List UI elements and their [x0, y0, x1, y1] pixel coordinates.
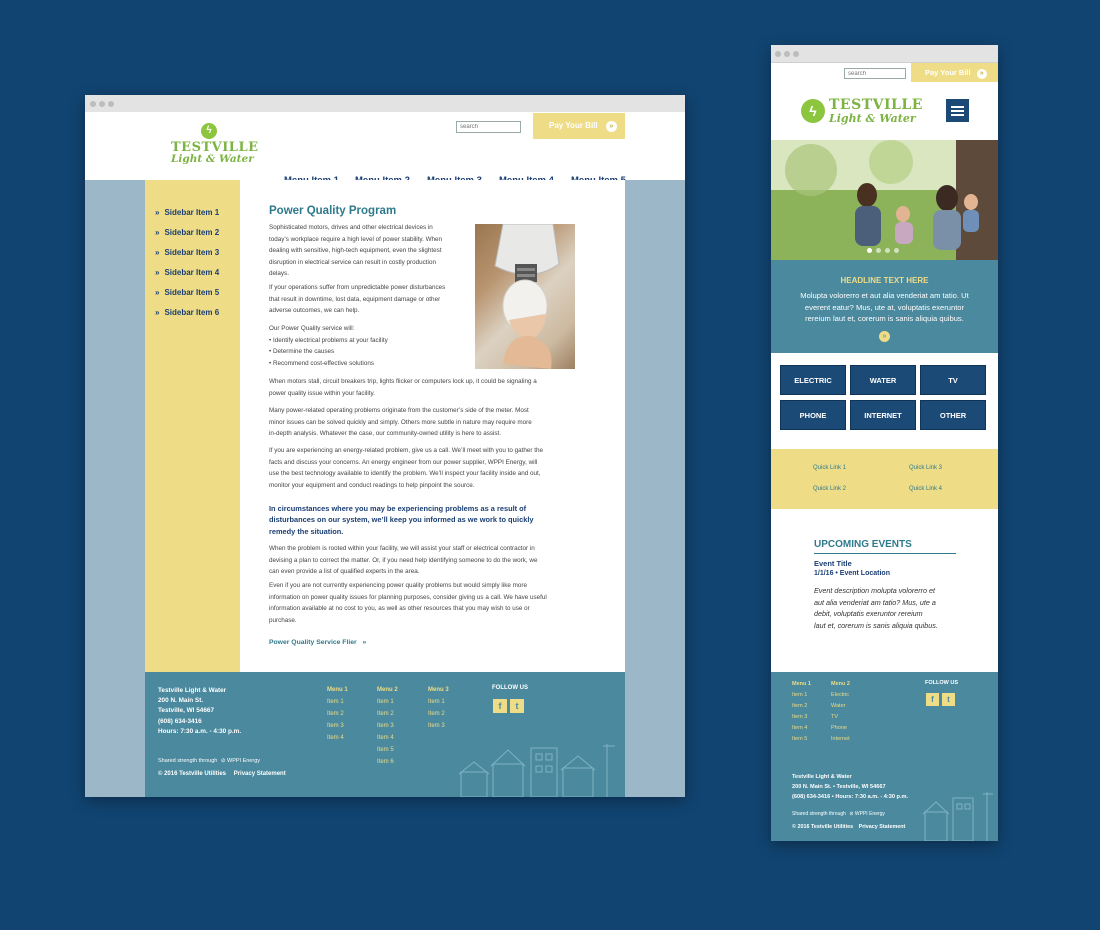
text-line: Testville, WI 54667	[158, 707, 215, 715]
footer-menu-item[interactable]: Item 3	[377, 723, 394, 729]
sidebar-item-label: Sidebar Item 6	[164, 308, 220, 317]
quick-link-4[interactable]: Quick Link 4	[909, 486, 943, 492]
footer-menu-1-title[interactable]: Menu 1	[792, 681, 811, 687]
tile-tv[interactable]: TV	[920, 365, 986, 395]
double-chevron-right-icon: »	[362, 639, 367, 646]
text-line: in-depth analysis. Whatever the case, our community-owned utility is here to assist.	[269, 430, 502, 438]
page-body	[85, 180, 685, 672]
sidebar-item-5[interactable]	[155, 288, 219, 297]
mobile-footer	[771, 672, 998, 841]
footer-menu-item[interactable]: Item 2	[327, 711, 344, 717]
wppi-brand: WPPI Energy	[854, 811, 885, 817]
text-line: 200 N. Main St. • Testville, WI 54667	[792, 784, 886, 790]
footer-menu-item[interactable]: TV	[831, 714, 839, 720]
text-line: that result in downtime, lost data, equipment damage or other	[269, 295, 441, 303]
footer-menu-item[interactable]: Item 2	[792, 703, 808, 709]
lightbulb-illustration	[475, 224, 575, 369]
event-description	[814, 585, 938, 631]
footer-address	[792, 772, 908, 802]
upcoming-events-title: UPCOMING EVENTS	[814, 539, 912, 550]
text-line: Molupta volorerro et aut alia venderiat am tatio. Ut	[800, 291, 969, 300]
desktop-mockup	[85, 95, 685, 797]
footer-menu-item[interactable]: Water	[831, 703, 846, 709]
headline-body	[771, 290, 998, 325]
window-dot	[90, 101, 96, 107]
text-line: minor issues can be solved quickly and simply. Others more subtle in nature may require more	[269, 418, 532, 426]
town-skyline-illustration	[921, 782, 998, 841]
footer-margin	[85, 672, 145, 797]
text-line: When the problem is rooted within your facility, we will assist your staff or electrical contractor in	[269, 545, 535, 552]
quick-link-2[interactable]: Quick Link 2	[813, 486, 847, 492]
wppi-brand: WPPI Energy	[227, 758, 261, 764]
shared-strength	[792, 809, 885, 819]
logo-line1[interactable]: TESTVILLE	[829, 97, 923, 113]
text-line: dealing with sensitive, high-tech equipment, even the slightest	[269, 247, 442, 255]
pay-bill-button[interactable]	[533, 113, 625, 139]
footer-menu-item[interactable]: Phone	[831, 725, 847, 731]
text-line: rereium laut et, corerum is sanis aliquia quibus.	[805, 314, 964, 323]
logo-line2[interactable]: Light & Water	[829, 112, 916, 125]
double-chevron-right-icon: »	[606, 121, 617, 132]
footer-menu-1-title[interactable]: Menu 1	[327, 687, 348, 693]
footer-menu-item[interactable]: Item 6	[377, 759, 394, 765]
footer-legal	[792, 822, 905, 832]
logo-line2[interactable]: Light & Water	[171, 153, 254, 165]
text-line: When motors stall, circuit breakers trip, lights flicker or computers lock up, it could be signaling a	[269, 378, 537, 385]
footer-menu-item[interactable]: Item 4	[377, 735, 394, 741]
text-line: Event description molupta volorerro et	[814, 586, 936, 595]
paragraph	[269, 543, 537, 578]
quick-link-1[interactable]: Quick Link 1	[813, 465, 847, 471]
callout-text	[269, 503, 569, 537]
follow-us-label: FOLLOW US	[925, 680, 958, 686]
sidebar-item-label: Sidebar Item 2	[164, 228, 220, 237]
sidebar-item-label: Sidebar Item 4	[164, 268, 220, 277]
text-line: disruption in electrical service can result in costly production	[269, 258, 436, 266]
text-line: debit, voluptatis exeruntor rereium	[814, 609, 923, 619]
text-line: purchase.	[269, 616, 297, 624]
text-line: If your operations suffer from unpredictable power disturbances	[269, 284, 446, 291]
text-line: information on power quality issues for planning purposes, consider giving us a call. We have useful	[269, 593, 547, 601]
footer-menu-item[interactable]: Item 1	[792, 692, 808, 698]
sidebar-item-label: Sidebar Item 3	[164, 248, 220, 257]
sidebar-item-3[interactable]	[155, 248, 219, 257]
double-chevron-right-icon: »	[155, 208, 160, 217]
text-line: monitor your equipment and conduct readings to help pinpoint the source.	[269, 481, 475, 489]
double-chevron-right-icon[interactable]: »	[879, 331, 890, 342]
footer-menu-item[interactable]: Item 5	[377, 747, 394, 753]
footer-menu-item[interactable]: Item 1	[327, 699, 344, 705]
footer-address	[158, 686, 241, 737]
shared-label: Shared strength through	[792, 811, 846, 817]
service-list	[269, 323, 388, 369]
headline-section	[771, 260, 998, 353]
hero-family-photo	[771, 140, 998, 260]
text-line: Hours: 7:30 a.m. - 4:30 p.m.	[158, 727, 242, 735]
text-line: remedy the situation.	[269, 526, 344, 536]
list-item: • Identify electrical problems at your facility	[269, 336, 388, 344]
text-line: aut alia venderiat am tatio? Mus, ute a	[814, 597, 936, 607]
follow-us-label: FOLLOW US	[492, 685, 528, 691]
browser-chrome	[771, 45, 998, 63]
double-chevron-right-icon: »	[977, 69, 987, 79]
hamburger-menu-icon[interactable]	[946, 99, 969, 122]
footer-menu-2-title[interactable]: Menu 2	[377, 687, 398, 693]
window-dot	[775, 51, 781, 57]
text-line: power quality issue within your facility.	[269, 389, 375, 397]
family-illustration	[771, 140, 998, 260]
footer-menu-item[interactable]: Item 3	[428, 723, 445, 729]
double-chevron-right-icon: »	[155, 268, 160, 277]
sidebar-item-4[interactable]	[155, 268, 219, 277]
copyright: © 2016 Testville Utilities	[792, 824, 854, 830]
site-header	[85, 112, 685, 180]
facebook-icon[interactable]: f	[493, 699, 507, 713]
text-line: use the best technology available to identify the problem. We’ll inspect your facility inside and out,	[269, 470, 541, 478]
logo-line1[interactable]: TESTVILLE	[171, 140, 259, 155]
tile-internet[interactable]: INTERNET	[850, 400, 916, 430]
text-line: Many power-related operating problems originate from the customer’s side of the meter. Most	[269, 407, 529, 414]
tile-electric[interactable]: ELECTRIC	[780, 365, 846, 395]
sidebar-item-label: Sidebar Item 1	[164, 208, 220, 217]
sidebar-item-6[interactable]	[155, 308, 219, 317]
tile-water[interactable]: WATER	[850, 365, 916, 395]
privacy-link[interactable]: Privacy Statement	[233, 771, 286, 777]
copyright: © 2016 Testville Utilities	[158, 771, 227, 777]
text-line: Our Power Quality service will:	[269, 325, 355, 332]
footer-menu-item[interactable]: Item 4	[792, 725, 808, 731]
divider	[814, 553, 956, 554]
main-content	[240, 180, 625, 672]
footer-menu-item[interactable]: Item 3	[792, 714, 808, 720]
pay-bill-label: Pay Your Bill	[549, 121, 598, 130]
text-line: adverse outcomes, we can help.	[269, 307, 360, 315]
list-item: • Determine the causes	[269, 348, 335, 356]
text-line: devising a plan to correct the matter. Or, if you need help identifying someone to do the work, we	[269, 556, 538, 564]
paragraph	[269, 222, 442, 280]
paragraph	[269, 282, 445, 317]
event-meta: 1/1/16 • Event Location	[814, 570, 890, 577]
footer-menu-2-title[interactable]: Menu 2	[831, 681, 850, 687]
double-chevron-right-icon: »	[155, 288, 160, 297]
text-line: facts and discuss your concerns. An energy engineer from our power supplier, WPPI Energy, will	[269, 458, 538, 466]
slider-dots	[867, 248, 907, 254]
list-item: • Recommend cost-effective solutions	[269, 359, 374, 367]
text-line: delays.	[269, 270, 289, 278]
bolt-logo-icon[interactable]: ϟ	[801, 99, 825, 123]
footer-menu-item[interactable]: Internet	[831, 736, 850, 742]
text-line: today’s workplace require a high level of power stability. When	[269, 235, 443, 243]
text-line: disturbances on our system, we’ll keep you informed as we work to quickly	[269, 515, 534, 525]
text-line: laut et, corerum is sanis aliquia quibus.	[814, 620, 938, 630]
search-input[interactable]	[844, 68, 906, 79]
footer-menu-item[interactable]: Item 4	[327, 735, 344, 741]
twitter-icon[interactable]: t	[510, 699, 524, 713]
sidebar-item-1[interactable]	[155, 208, 219, 217]
double-chevron-right-icon: »	[155, 248, 160, 257]
text-line: Testville Light & Water	[792, 774, 852, 780]
text-line: can even provide a list of qualified experts in the area.	[269, 568, 420, 576]
footer-menu-item[interactable]: Item 2	[377, 711, 394, 717]
facebook-icon[interactable]: f	[926, 693, 939, 706]
sidebar	[145, 180, 240, 672]
footer-menu-item[interactable]: Item 3	[327, 723, 344, 729]
event-title[interactable]: Event Title	[814, 559, 852, 568]
text-line: If you are experiencing an energy-related problem, give us a call. We’ll meet with you to gather the	[269, 447, 543, 454]
quick-link-3[interactable]: Quick Link 3	[909, 465, 943, 471]
flier-label: Power Quality Service Flier	[269, 639, 357, 646]
privacy-link[interactable]: Privacy Statement	[858, 824, 906, 830]
footer-menu-3-title[interactable]: Menu 3	[428, 687, 449, 693]
text-line: information available at no cost to you, as well as other resources that you may wish to use or	[269, 605, 530, 613]
search-input[interactable]	[456, 121, 521, 133]
shared-strength	[158, 756, 260, 766]
site-footer	[145, 672, 625, 797]
quick-links	[771, 449, 998, 509]
text-line: In circumstances where you may be experiencing problems as a result of	[269, 504, 527, 513]
paragraph	[269, 445, 543, 491]
slider-dot[interactable]	[876, 248, 881, 253]
text-line: Testville Light & Water	[158, 687, 227, 694]
tile-phone[interactable]: PHONE	[780, 400, 846, 430]
town-skyline-illustration	[457, 734, 625, 797]
bolt-logo-icon[interactable]: ϟ	[201, 123, 217, 139]
text-line: everent eatur? Mus, ute at, voluptatis exeruntor	[804, 302, 965, 312]
footer-legal	[158, 769, 286, 779]
pay-bill-label: Pay Your Bill	[925, 68, 971, 77]
window-dot	[99, 101, 105, 107]
slider-dot[interactable]	[894, 248, 899, 253]
footer-margin	[625, 672, 685, 797]
service-flier-link[interactable]	[269, 639, 366, 646]
footer-menu-item[interactable]: Item 1	[428, 699, 445, 705]
sidebar-item-label: Sidebar Item 5	[164, 288, 220, 297]
slider-dot[interactable]	[885, 248, 890, 253]
page-title: Power Quality Program	[269, 205, 397, 217]
tile-other[interactable]: OTHER	[920, 400, 986, 430]
text-line: Even if you are not currently experiencing power quality problems but would simply like more	[269, 582, 527, 589]
sidebar-item-2[interactable]	[155, 228, 219, 237]
browser-chrome	[85, 95, 685, 113]
mobile-mockup	[771, 45, 998, 841]
wppi-logo-icon: ⊘	[220, 758, 226, 764]
text-line: (608) 634-3416	[158, 717, 202, 725]
headline-title: HEADLINE TEXT HERE	[840, 276, 929, 285]
footer-menu-item[interactable]: Item 5	[792, 736, 808, 742]
window-dot	[108, 101, 114, 107]
text-line: Sophisticated motors, drives and other electrical devices in	[269, 224, 433, 231]
window-dot	[784, 51, 790, 57]
footer-menu-item[interactable]: Item 2	[428, 711, 445, 717]
text-line: 200 N. Main St.	[158, 697, 204, 705]
slider-dot-active[interactable]	[867, 248, 872, 253]
paragraph	[269, 376, 537, 399]
window-dot	[793, 51, 799, 57]
text-line: (608) 634-3416 • Hours: 7:30 a.m. - 4:30 p.m.	[792, 794, 909, 800]
double-chevron-right-icon: »	[155, 228, 160, 237]
shared-label: Shared strength through	[158, 758, 218, 764]
double-chevron-right-icon: »	[155, 308, 160, 317]
paragraph	[269, 580, 547, 626]
pay-bill-button[interactable]	[911, 63, 998, 82]
twitter-icon[interactable]: t	[942, 693, 955, 706]
footer-menu-item[interactable]: Item 1	[377, 699, 394, 705]
footer-menu-item[interactable]: Electric	[831, 692, 850, 698]
paragraph	[269, 405, 532, 440]
lightbulb-photo	[475, 224, 575, 369]
wppi-logo-icon: ⊘	[849, 811, 854, 817]
